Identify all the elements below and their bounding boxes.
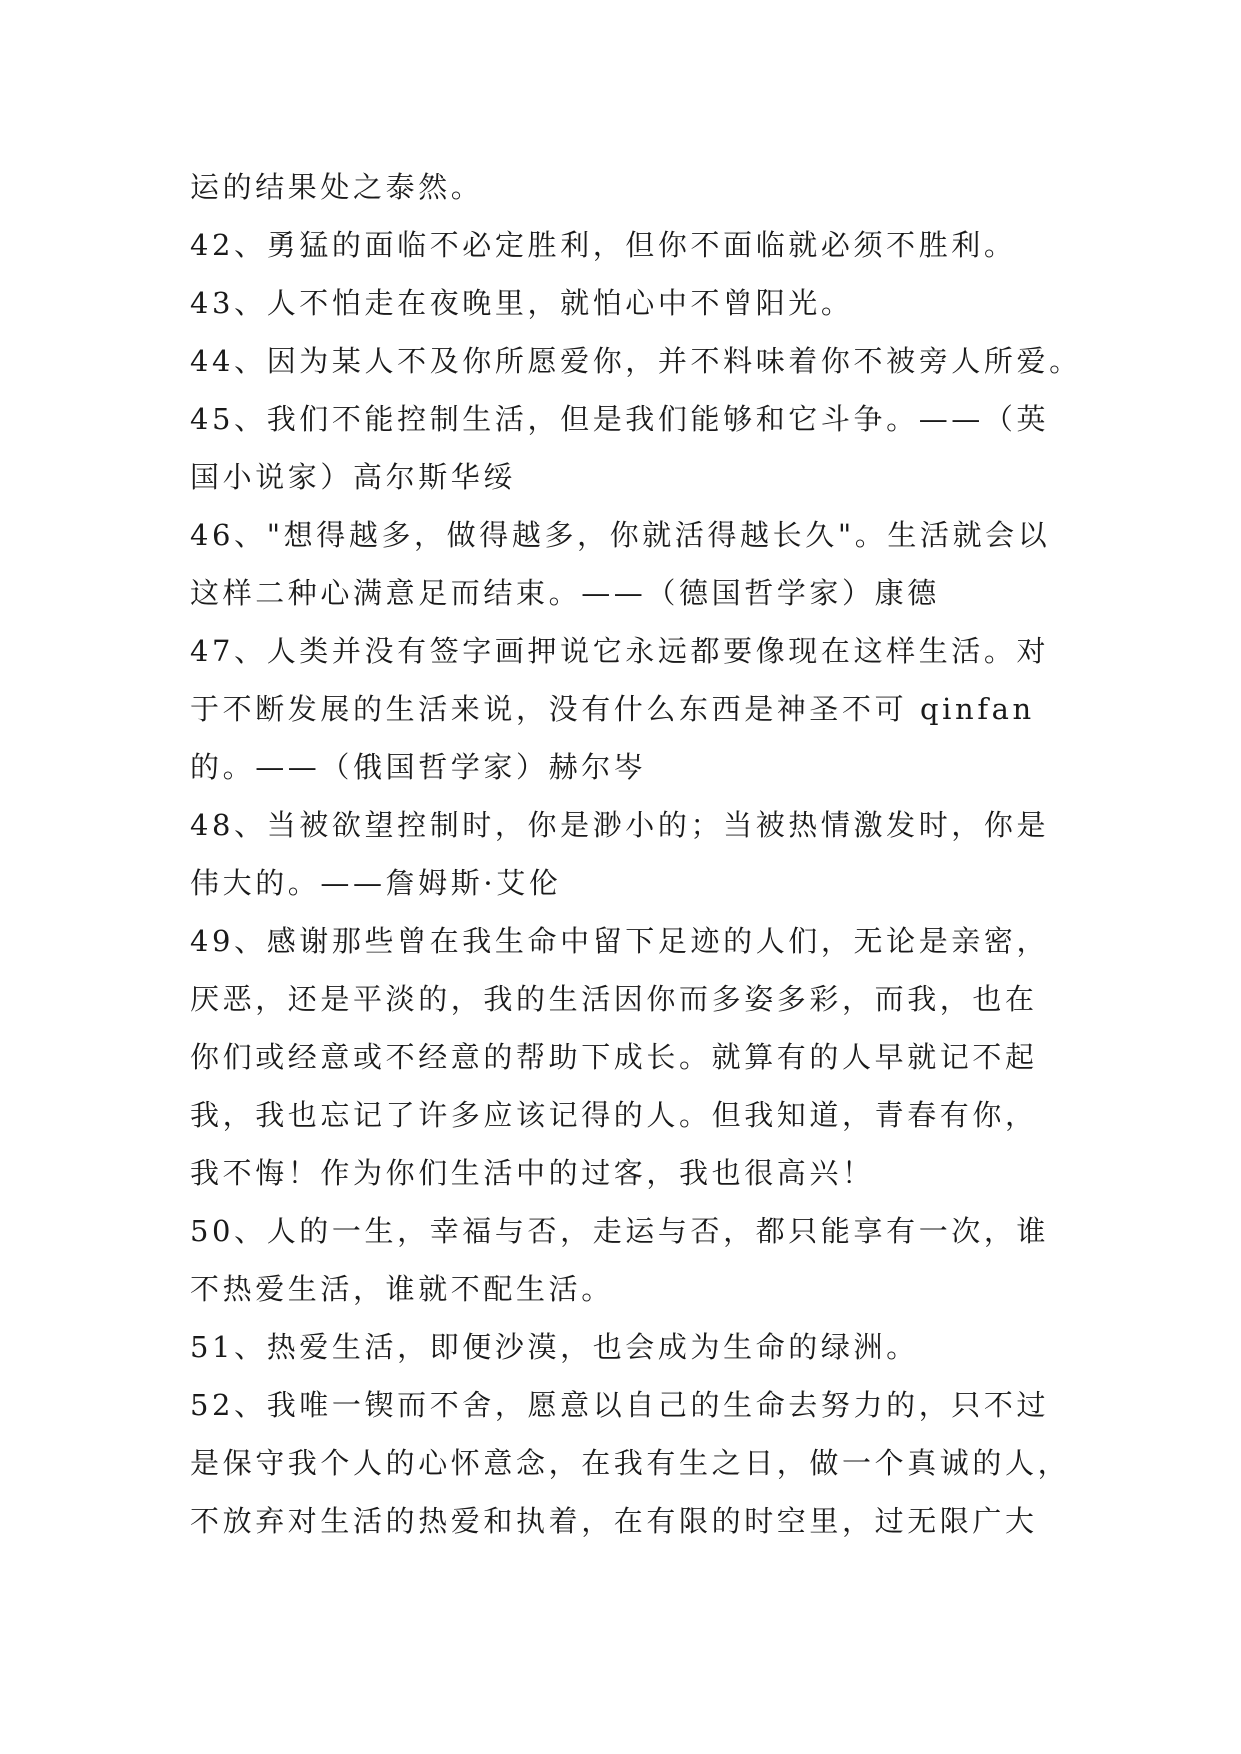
text-line: 我，我也忘记了许多应该记得的人。但我知道，青春有你， [190, 1098, 1038, 1132]
text-line: 的。——（俄国哲学家）赫尔岑 [190, 750, 647, 784]
text-line: 49、感谢那些曾在我生命中留下足迹的人们，无论是亲密， [190, 924, 1050, 958]
text-line: 厌恶，还是平淡的，我的生活因你而多姿多彩，而我，也在 [190, 982, 1038, 1016]
text-line: 48、当被欲望控制时，你是渺小的；当被热情激发时，你是 [190, 808, 1050, 842]
text-line: 52、我唯一锲而不舍，愿意以自己的生命去努力的，只不过 [190, 1388, 1050, 1422]
text-line: 42、勇猛的面临不必定胜利，但你不面临就必须不胜利。 [190, 228, 1017, 262]
text-line: 44、因为某人不及你所愿爱你，并不料味着你不被旁人所爱。 [190, 344, 1082, 378]
text-line: 45、我们不能控制生活，但是我们能够和它斗争。——（英 [190, 402, 1050, 436]
text-line: 50、人的一生，幸福与否，走运与否，都只能享有一次，谁 [190, 1214, 1050, 1248]
text-line: 47、人类并没有签字画押说它永远都要像现在这样生活。对 [190, 634, 1050, 668]
text-line: 这样二种心满意足而结束。——（德国哲学家）康德 [190, 576, 940, 610]
text-line: 51、热爱生活，即便沙漠，也会成为生命的绿洲。 [190, 1330, 919, 1364]
text-line: 国小说家）高尔斯华绥 [190, 460, 517, 494]
text-line: 43、人不怕走在夜晚里，就怕心中不曾阳光。 [190, 286, 854, 320]
text-line: 不热爱生活，谁就不配生活。 [190, 1272, 614, 1306]
text-line: 不放弃对生活的热爱和执着，在有限的时空里，过无限广大 [190, 1504, 1038, 1538]
text-line: 运的结果处之泰然。 [190, 170, 484, 204]
text-line: 于不断发展的生活来说，没有什么东西是神圣不可 qinfan [190, 692, 1035, 726]
text-line: 46、"想得越多，做得越多，你就活得越长久"。生活就会以 [190, 518, 1051, 552]
text-line: 我不悔！作为你们生活中的过客，我也很高兴！ [190, 1156, 875, 1190]
text-line: 是保守我个人的心怀意念，在我有生之日，做一个真诚的人， [190, 1446, 1071, 1480]
text-line: 伟大的。——詹姆斯·艾伦 [190, 866, 562, 900]
quote-text-block [190, 158, 1082, 1550]
text-line: 你们或经意或不经意的帮助下成长。就算有的人早就记不起 [190, 1040, 1038, 1074]
